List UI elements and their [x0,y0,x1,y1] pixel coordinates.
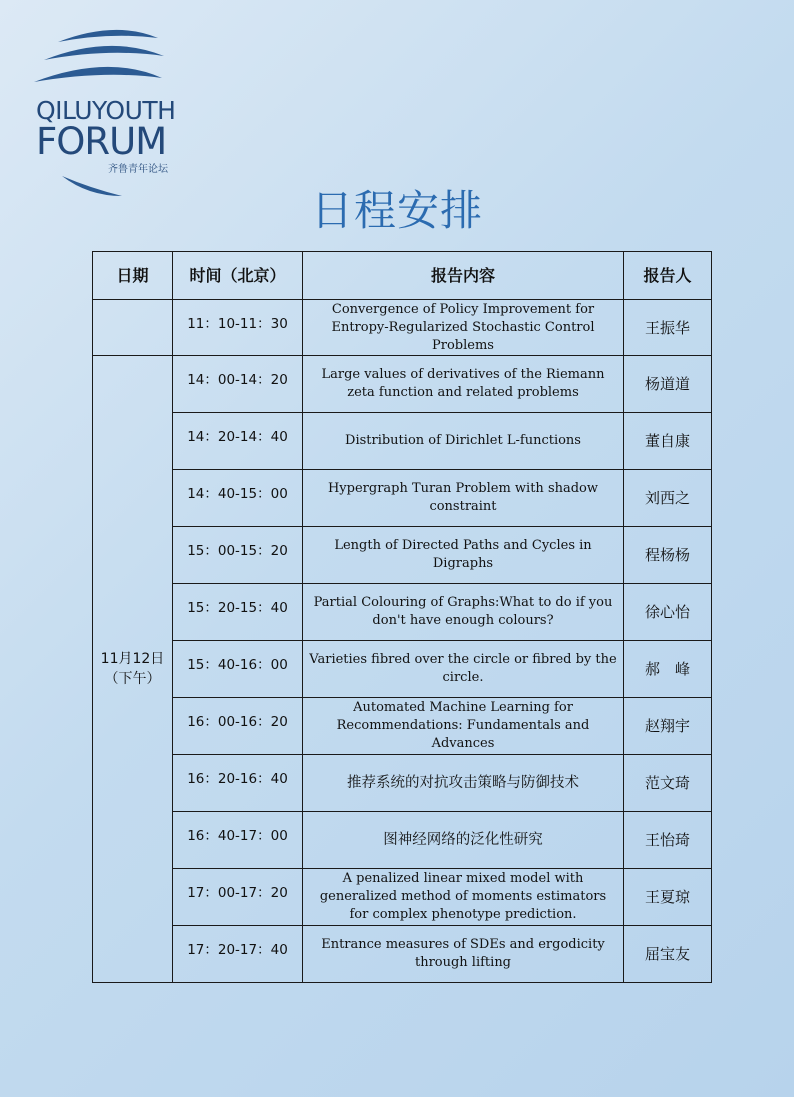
time-cell: 14：20-14：40 [173,413,303,470]
speaker-cell: 范文琦 [624,755,712,812]
table-row [93,470,712,527]
speaker-cell: 刘西之 [624,470,712,527]
header-topic: 报告内容 [303,252,624,300]
speaker-cell: 程杨杨 [624,527,712,584]
table-header-row [93,252,712,300]
topic-cell: 图神经网络的泛化性研究 [303,812,624,869]
table-row [93,527,712,584]
speaker-cell: 王怡琦 [624,812,712,869]
table-row [93,869,712,926]
date-cell [93,356,173,983]
time-cell: 14：00-14：20 [173,356,303,413]
date-label: 11月12日 [100,651,165,667]
topic-cell: A penalized linear mixed model with generalized method of moments estimators for complex phenotype prediction. [303,869,624,926]
date-cell-empty [93,300,173,356]
topic-cell: 推荐系统的对抗攻击策略与防御技术 [303,755,624,812]
header-speaker: 报告人 [624,252,712,300]
table-row [93,812,712,869]
page-title: 日程安排 [310,186,483,235]
time-cell: 15：20-15：40 [173,584,303,641]
topic-cell: Partial Colouring of Graphs:What to do if you don't have enough colours? [303,584,624,641]
time-cell: 15：40-16：00 [173,641,303,698]
speaker-cell: 董自康 [624,413,712,470]
speaker-cell: 王夏琼 [624,869,712,926]
table-row [93,698,712,755]
time-cell: 16：40-17：00 [173,812,303,869]
table-row [93,926,712,983]
time-cell: 16：00-16：20 [173,698,303,755]
header-time: 时间（北京） [173,252,303,300]
time-cell: 16：20-16：40 [173,755,303,812]
table-row [93,356,712,413]
topic-cell: Automated Machine Learning for Recommendations: Fundamentals and Advances [303,698,624,755]
table-row [93,755,712,812]
topic-cell: Distribution of Dirichlet L-functions [303,413,624,470]
table-row [93,641,712,698]
topic-cell: Entrance measures of SDEs and ergodicity through lifting [303,926,624,983]
time-cell: 11：10-11：30 [173,300,303,356]
date-period: （下午） [104,671,161,687]
speaker-cell: 王振华 [624,300,712,356]
speaker-cell: 杨道道 [624,356,712,413]
topic-cell: Large values of derivatives of the Riemann zeta function and related problems [303,356,624,413]
table-row [93,300,712,356]
time-cell: 14：40-15：00 [173,470,303,527]
topic-cell: Varieties fibred over the circle or fibred by the circle. [303,641,624,698]
schedule-table [92,251,712,983]
speaker-cell: 徐心怡 [624,584,712,641]
speaker-cell: 赵翔宇 [624,698,712,755]
time-cell: 15：00-15：20 [173,527,303,584]
time-cell: 17：20-17：40 [173,926,303,983]
logo-subtitle: 齐鲁青年论坛 [108,164,168,175]
speaker-cell: 屈宝友 [624,926,712,983]
topic-cell: Convergence of Policy Improvement for Entropy-Regularized Stochastic Control Problems [303,300,624,356]
time-cell: 17：00-17：20 [173,869,303,926]
logo-text-qiluyouth: QILUYOUTH [36,96,176,125]
speaker-cell: 郝 峰 [624,641,712,698]
topic-cell: Hypergraph Turan Problem with shadow constraint [303,470,624,527]
table-row [93,413,712,470]
topic-cell: Length of Directed Paths and Cycles in Digraphs [303,527,624,584]
logo-text-forum: FORUM [36,120,167,163]
header-date: 日期 [93,252,173,300]
table-row [93,584,712,641]
